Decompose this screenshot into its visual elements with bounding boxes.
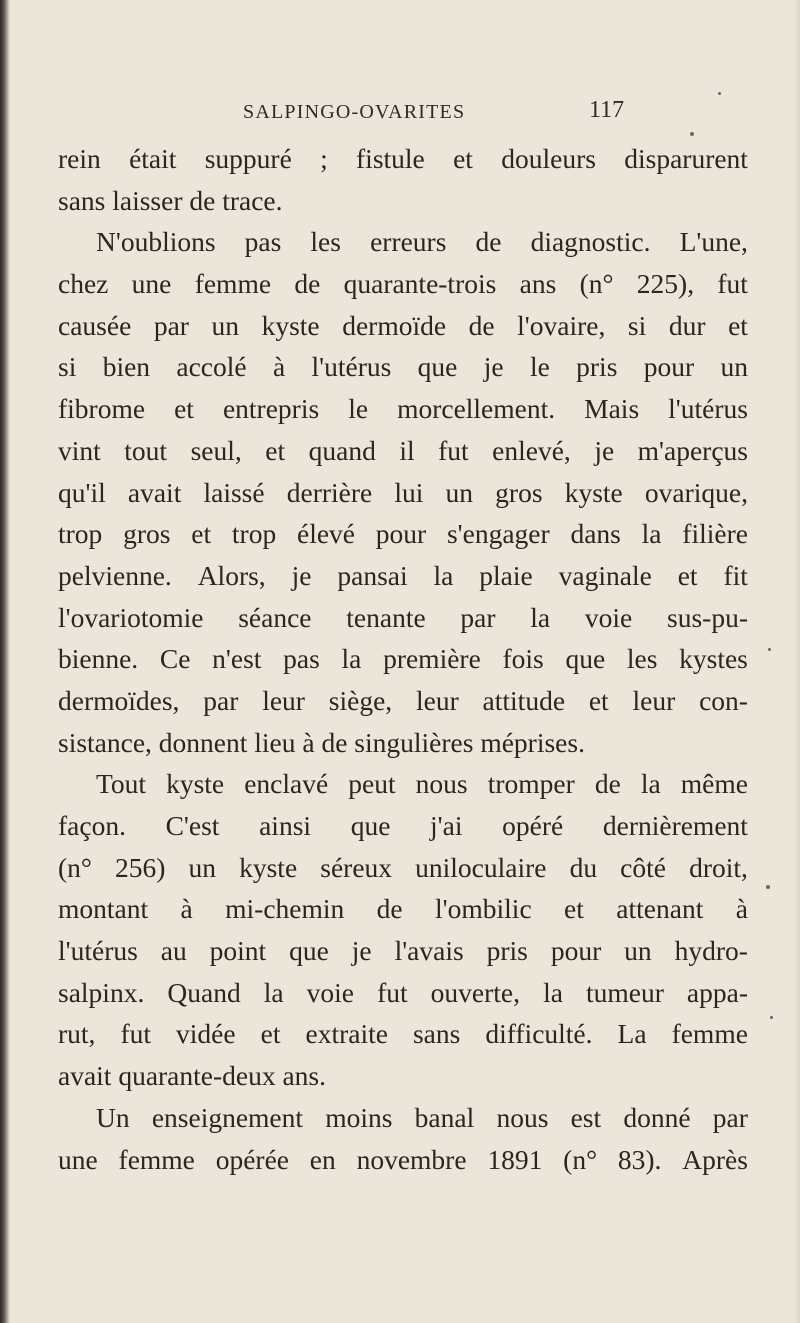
word: tout (124, 434, 168, 466)
text-line (58, 972, 748, 1014)
word: droit, (689, 851, 748, 883)
word: fut (120, 1018, 152, 1050)
word: con- (699, 684, 748, 716)
word: peut (348, 768, 396, 800)
word: la (641, 518, 662, 550)
word: séance (238, 601, 312, 633)
word: enlevé, (492, 434, 571, 466)
word: pas (283, 643, 320, 675)
word: façon. (58, 810, 126, 841)
word: de (376, 893, 403, 925)
word: (n° (58, 851, 92, 883)
word: difficulté. (485, 1018, 593, 1050)
word: fit (723, 559, 748, 591)
word: lui (394, 476, 424, 508)
word: salpinx. (58, 976, 145, 1008)
word: leur (415, 684, 459, 716)
word: pris (486, 935, 528, 967)
word: dans (570, 518, 621, 550)
word: 256) (115, 851, 166, 883)
word: montant (58, 893, 149, 925)
page-header (0, 95, 800, 135)
word: banal (414, 1101, 475, 1133)
word: et (191, 518, 212, 550)
word: l'ovaire, (517, 309, 606, 341)
text-line (58, 513, 748, 555)
word: la (543, 976, 563, 1008)
text-line (58, 1097, 748, 1139)
word: une (58, 1143, 98, 1175)
word: ainsi (259, 810, 312, 841)
word: donné (623, 1101, 691, 1133)
word: accolé (176, 351, 247, 383)
word: le (529, 351, 550, 383)
word: pour (550, 935, 602, 967)
word: pas (244, 226, 282, 258)
word: séreux (320, 851, 393, 883)
word: l'avais (394, 935, 464, 967)
word: et (265, 434, 286, 466)
word: m'aperçus (637, 434, 748, 466)
word: que (565, 643, 606, 675)
page-number: 117 (589, 97, 625, 123)
word: vaginale (558, 559, 652, 591)
word: voie (306, 976, 355, 1008)
word: même (680, 768, 748, 800)
word: kyste (166, 768, 225, 800)
word: il (399, 434, 415, 466)
word: et (728, 309, 748, 341)
word: ovarique, (644, 476, 748, 508)
word: si (58, 351, 77, 383)
text-line: sans laisser de trace. (58, 184, 283, 216)
word: la (341, 643, 362, 675)
text-line (58, 1013, 748, 1055)
page-edge (794, 0, 800, 1323)
word: fut (438, 434, 469, 466)
word: 1891 (487, 1143, 543, 1175)
word: disparurent (624, 143, 748, 174)
word: par (203, 684, 239, 716)
word: suppuré (204, 143, 292, 174)
text-line (58, 763, 748, 805)
word: morcellement. (397, 393, 556, 425)
ink-speck (770, 1016, 773, 1019)
binding-shadow (0, 0, 10, 1323)
text-line (58, 847, 748, 889)
word: causée (58, 309, 132, 341)
word: et (174, 393, 194, 425)
word: la (530, 601, 551, 633)
word: N'oublions (96, 226, 216, 258)
word: erreurs (370, 226, 447, 258)
word: voie (584, 601, 633, 633)
word: un (188, 851, 217, 883)
word: kyste (261, 309, 320, 341)
running-title: SALPINGO-OVARITES (243, 101, 466, 123)
text-line (58, 305, 748, 347)
text-line (58, 888, 748, 930)
word: dermoïde (342, 309, 447, 341)
word: kyste (564, 476, 623, 508)
word: je (483, 351, 504, 383)
word: avait (127, 476, 182, 508)
word: femme (671, 1018, 748, 1050)
word: en (309, 1143, 336, 1175)
word: et (588, 684, 609, 716)
text-line (58, 430, 748, 472)
word: tumeur (585, 976, 664, 1008)
word: derrière (286, 476, 373, 508)
word: nous (496, 1101, 549, 1133)
word: ; (320, 143, 328, 174)
word: les (626, 643, 658, 675)
word: fistule (356, 143, 425, 174)
word: je (291, 559, 312, 591)
text-line (58, 472, 748, 514)
word: les (310, 226, 341, 258)
word: seul, (190, 434, 242, 466)
text-line: sistance, donnent lieu à de singulières méprises. (58, 726, 585, 758)
word: la (263, 976, 284, 1008)
word: vint (58, 434, 101, 466)
word: par (153, 309, 189, 341)
word: dermoïdes, (58, 684, 180, 716)
word: pour (643, 351, 695, 383)
word: gros (495, 476, 543, 508)
word: mi-chemin (225, 893, 345, 925)
word: leur (632, 684, 676, 716)
word: point (209, 935, 267, 967)
word: L'une, (679, 226, 748, 258)
word: plaie (479, 559, 533, 591)
word: La (617, 1018, 647, 1050)
word: opérée (215, 1143, 289, 1175)
word: élevé (296, 518, 355, 550)
word: l'ovariotomie (58, 601, 204, 633)
word: ans (519, 268, 557, 300)
word: diagnostic. (530, 226, 651, 258)
text-line (58, 805, 748, 847)
word: de (475, 226, 502, 258)
word: gros (123, 518, 171, 550)
word: extraite (305, 1018, 388, 1050)
word: uniloculaire (415, 851, 547, 883)
word: l'utérus (58, 935, 138, 967)
word: je (594, 434, 615, 466)
word: de (468, 309, 495, 341)
body-text (58, 138, 748, 1180)
word: tromper (487, 768, 575, 800)
word: si (627, 309, 647, 341)
word: siège, (328, 684, 393, 716)
word: fut (377, 976, 408, 1008)
word: hydro- (674, 935, 748, 967)
word: attenant (616, 893, 704, 925)
word: leur (262, 684, 305, 716)
word: un (445, 476, 474, 508)
word: s'engager (446, 518, 550, 550)
word: au (160, 935, 187, 967)
word: Ce (159, 643, 191, 675)
text-line (58, 138, 748, 180)
text-line: avait quarante-deux ans. (58, 1060, 327, 1092)
word: douleurs (501, 143, 596, 174)
word: que (417, 351, 458, 383)
word: dernièrement (602, 810, 748, 841)
word: un (624, 935, 652, 967)
word: trop (58, 518, 103, 550)
word: C'est (165, 810, 220, 841)
text-line (58, 1139, 748, 1181)
word: l'ombilic (435, 893, 532, 925)
word: bien (102, 351, 151, 383)
word: à (735, 893, 748, 925)
word: kyste (239, 851, 298, 883)
word: pris (576, 351, 618, 383)
word: Alors, (197, 559, 266, 591)
word: du (569, 851, 598, 883)
word: fois (502, 643, 544, 675)
word: (n° (579, 268, 614, 300)
word: côté (620, 851, 666, 883)
word: et (564, 893, 584, 925)
word: bienne. (58, 643, 139, 675)
word: pelvienne. (58, 559, 172, 591)
word: laissé (203, 476, 265, 508)
word: est (570, 1101, 602, 1133)
word: la (433, 559, 454, 591)
word: une (131, 268, 172, 300)
word: j'ai (430, 810, 463, 841)
word: rein (58, 143, 101, 174)
word: entrepris (222, 393, 320, 425)
word: tenante (346, 601, 426, 633)
word: femme (118, 1143, 195, 1175)
word: sans (412, 1018, 461, 1050)
word: filière (682, 518, 748, 550)
text-line (58, 346, 748, 388)
word: à (272, 351, 286, 383)
word: par (712, 1101, 748, 1133)
word: que (289, 935, 329, 967)
word: trop (231, 518, 277, 550)
word: l'utérus (668, 393, 748, 425)
word: et (453, 143, 473, 174)
word: kystes (679, 643, 748, 675)
word: de (294, 268, 321, 300)
word: moins (325, 1101, 393, 1133)
word: Quand (167, 976, 241, 1008)
word: nous (415, 768, 468, 800)
word: n'est (212, 643, 262, 675)
text-line (58, 221, 748, 263)
text-line (58, 597, 748, 639)
word: Tout (96, 768, 147, 800)
word: Après (682, 1143, 748, 1175)
word: que (350, 810, 391, 841)
word: fibrome (58, 393, 146, 425)
word: femme (194, 268, 272, 300)
word: pansai (337, 559, 408, 591)
word: vidée (176, 1018, 236, 1050)
word: enseignement (151, 1101, 304, 1133)
text-line (58, 263, 748, 305)
word: appa- (686, 976, 748, 1008)
word: était (129, 143, 177, 174)
word: Un (96, 1101, 130, 1133)
word: pour (375, 518, 427, 550)
word: sus-pu- (667, 601, 748, 633)
word: un (211, 309, 240, 341)
word: et (677, 559, 698, 591)
word: ouverte, (430, 976, 521, 1008)
word: première (383, 643, 481, 675)
ink-speck (718, 92, 721, 95)
word: Mais (584, 393, 640, 425)
word: chez (58, 268, 109, 300)
word: attitude (482, 684, 566, 716)
word: par (460, 601, 496, 633)
word: 225), (636, 268, 695, 300)
word: fut (717, 268, 748, 300)
word: qu'il (58, 476, 106, 508)
ink-speck (690, 132, 694, 136)
text-line (58, 555, 748, 597)
ink-speck (768, 648, 771, 651)
word: le (348, 393, 369, 425)
ink-speck (766, 885, 770, 889)
word: 83). (617, 1143, 662, 1175)
word: à (180, 893, 193, 925)
word: dur (668, 309, 706, 341)
word: opéré (502, 810, 564, 841)
text-line (58, 930, 748, 972)
text-line (58, 388, 748, 430)
word: je (351, 935, 372, 967)
word: un (720, 351, 748, 383)
word: quand (308, 434, 376, 466)
word: la (640, 768, 661, 800)
text-line (58, 680, 748, 722)
word: et (260, 1018, 281, 1050)
word: novembre (356, 1143, 467, 1175)
word: de (594, 768, 621, 800)
word: rut, (58, 1018, 96, 1050)
word: (n° (563, 1143, 598, 1175)
word: l'utérus (311, 351, 392, 383)
word: quarante-trois (343, 268, 497, 300)
word: enclavé (244, 768, 329, 800)
text-line (58, 638, 748, 680)
